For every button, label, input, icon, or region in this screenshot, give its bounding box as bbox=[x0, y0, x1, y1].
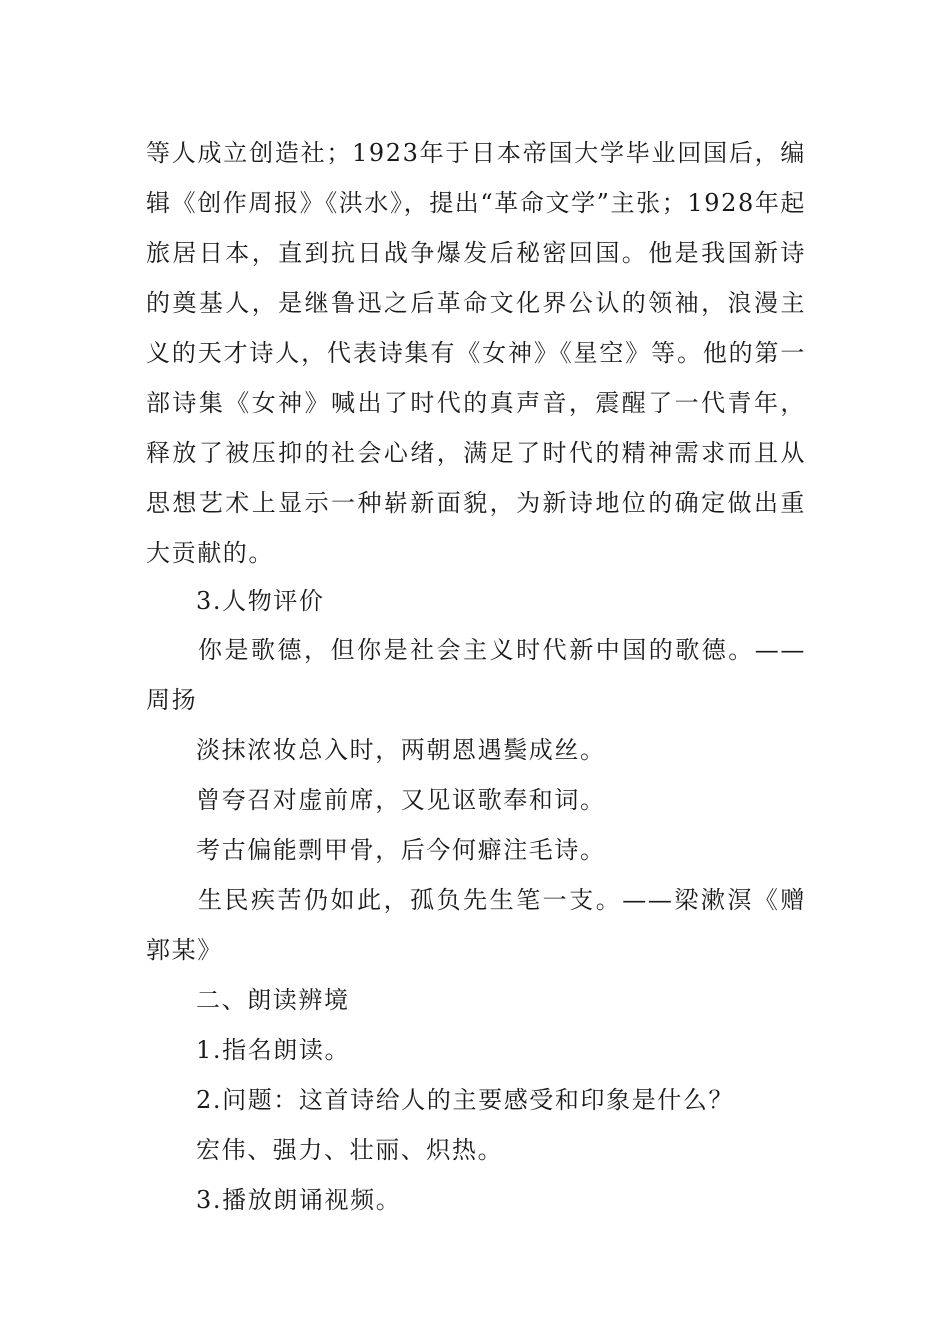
step-1: 1.指名朗读。 bbox=[196, 1036, 351, 1064]
quote-zhou-yang: 你是歌德，但你是社会主义时代新中国的歌德。——周扬 bbox=[146, 636, 806, 714]
poem-line-1: 淡抹浓妆总入时，两朝恩遇鬓成丝。 bbox=[196, 736, 606, 764]
heading-evaluation: 3.人物评价 bbox=[196, 587, 325, 615]
poem-line-3: 考古偏能剽甲骨，后今何癖注毛诗。 bbox=[196, 836, 606, 864]
poem-line-2: 曾夸召对虚前席，又见讴歌奉和词。 bbox=[196, 786, 606, 814]
bio-paragraph: 等人成立创造社；1923年于日本帝国大学毕业回国后，编辑《创作周报》《洪水》，提出“革命文学”主张；1928年起旅居日本，直到抗日战争爆发后秘密回国。他是我国新诗的奠基人，是继鲁迅之后革命文化界公认的领袖，浪漫主义的天才诗人，代表诗集有《女神》《星空》等。他的第一部诗集《女神》喊出了时代的真声音，震醒了一代青年，释放了被压抑的社会心绪，满足了时代的精神需求而且从思想艺术上显示一种崭新面貌，为新诗地位的确定做出重大贡献的。 bbox=[146, 139, 807, 567]
poem-line-4-attribution: 生民疾苦仍如此，孤负先生笔一支。——梁漱溟《赠郭某》 bbox=[146, 886, 806, 964]
step-3: 3.播放朗诵视频。 bbox=[196, 1186, 402, 1214]
step-2: 2.问题：这首诗给人的主要感受和印象是什么？ bbox=[196, 1086, 735, 1114]
section-heading-reading: 二、朗读辨境 bbox=[196, 986, 350, 1014]
answer-text: 宏伟、强力、壮丽、炽热。 bbox=[196, 1136, 504, 1164]
